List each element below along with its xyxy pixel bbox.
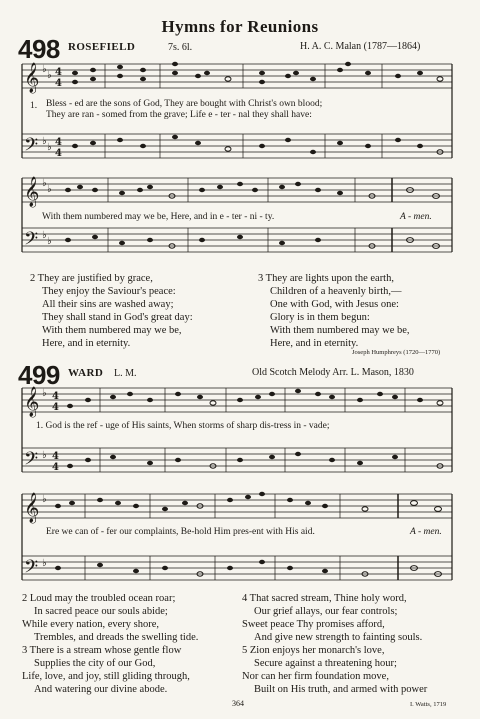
svg-text:4: 4 — [55, 67, 62, 78]
lyric-498-line1a: Bless - ed are the sons of God, They are bought with Christ's own blood; — [46, 99, 323, 109]
svg-text:♭: ♭ — [42, 178, 47, 189]
svg-text:𝄞: 𝄞 — [24, 63, 40, 93]
amen-499: A - men. — [410, 527, 442, 537]
page-header: Hymns for Reunions — [161, 17, 319, 36]
lyric-499-line2: Ere we can of - fer our complaints, Be-hold Him pres-ent with His aid. — [46, 527, 315, 537]
svg-text:𝄢: 𝄢 — [24, 229, 39, 254]
composer-499: Old Scotch Melody Arr. L. Mason, 1830 — [252, 367, 414, 378]
svg-text:4: 4 — [55, 78, 62, 89]
svg-text:4: 4 — [55, 148, 62, 159]
hymn-number-499: 499 — [18, 360, 60, 390]
svg-text:♭: ♭ — [42, 558, 47, 569]
svg-text:♭: ♭ — [42, 388, 47, 399]
svg-text:♭: ♭ — [42, 64, 47, 75]
svg-text:𝄢: 𝄢 — [24, 449, 39, 474]
amen-498: A - men. — [400, 212, 432, 222]
author-498: Joseph Humphreys (1720—1770) — [352, 349, 441, 356]
meter-499: L. M. — [114, 368, 137, 379]
svg-text:4: 4 — [55, 137, 62, 148]
verse-499-2: 2 Loud may the troubled ocean roar; In sacred peace our souls abide; While every nation, every shore, Trembles, and dreads the swelling tide. — [22, 593, 199, 643]
svg-text:♭: ♭ — [47, 142, 52, 153]
author-499: I. Watts, 1719 — [410, 701, 447, 708]
verse-498-2: 2 They are justified by grace, They enjoy the Saviour's peace: All their sins are washed away; They shall stand in God's great day: With them numbered may we be, Here, and in eternity. — [30, 273, 193, 349]
svg-text:♭: ♭ — [42, 450, 47, 461]
verse-499-3: 3 There is a stream whose gentle flow Supplies the city of our God, Life, love, and joy, still gliding through, And watering our divine abode. — [22, 645, 190, 695]
lyric-498-line2: With them numbered may we be, Here, and in e - ter - ni - ty. — [42, 212, 275, 222]
svg-text:♭: ♭ — [42, 230, 47, 241]
svg-text:♭: ♭ — [47, 184, 52, 195]
svg-text:4: 4 — [52, 451, 59, 462]
verse-number-498: 1. — [30, 101, 38, 111]
composer-498: H. A. C. Malan (1787—1864) — [300, 41, 421, 52]
hymn-number-498: 498 — [18, 34, 60, 64]
svg-text:4: 4 — [52, 391, 59, 402]
svg-text:♭: ♭ — [42, 136, 47, 147]
svg-text:𝄢: 𝄢 — [24, 557, 39, 582]
svg-text:𝄞: 𝄞 — [24, 387, 40, 417]
svg-text:♭: ♭ — [47, 236, 52, 247]
svg-text:4: 4 — [52, 462, 59, 473]
verse-499-4: 4 That sacred stream, Thine holy word, Our grief allays, our fear controls; Sweet peace Thy promises afford, And give new strength to fainting souls. — [242, 593, 423, 643]
lyric-499-line1: 1. God is the ref - uge of His saints, When storms of sharp dis-tress in - vade; — [36, 421, 330, 431]
verse-499-5: 5 Zion enjoys her monarch's love, Secure against a threatening hour; Nor can her firm foundation move, Built on His truth, and armed with power — [242, 645, 428, 695]
svg-text:𝄞: 𝄞 — [24, 493, 40, 523]
tune-name-499: WARD — [68, 367, 104, 379]
svg-text:𝄢: 𝄢 — [24, 135, 39, 160]
lyric-498-line1b: They are ran - somed from the grave; Life e - ter - nal they shall have: — [46, 110, 312, 120]
meter-498: 7s. 6l. — [168, 42, 193, 53]
svg-text:♭: ♭ — [42, 494, 47, 505]
svg-text:𝄞: 𝄞 — [24, 177, 40, 207]
tune-name-498: ROSEFIELD — [68, 41, 136, 53]
verse-498-3: 3 They are lights upon the earth, Children of a heavenly birth,— One with God, with Jesus one: Glory is in them begun: With them numbered may we be, Here, and in eternity. — [258, 273, 410, 349]
svg-text:♭: ♭ — [47, 70, 52, 81]
svg-text:4: 4 — [52, 402, 59, 413]
page-number: 364 — [232, 699, 244, 708]
